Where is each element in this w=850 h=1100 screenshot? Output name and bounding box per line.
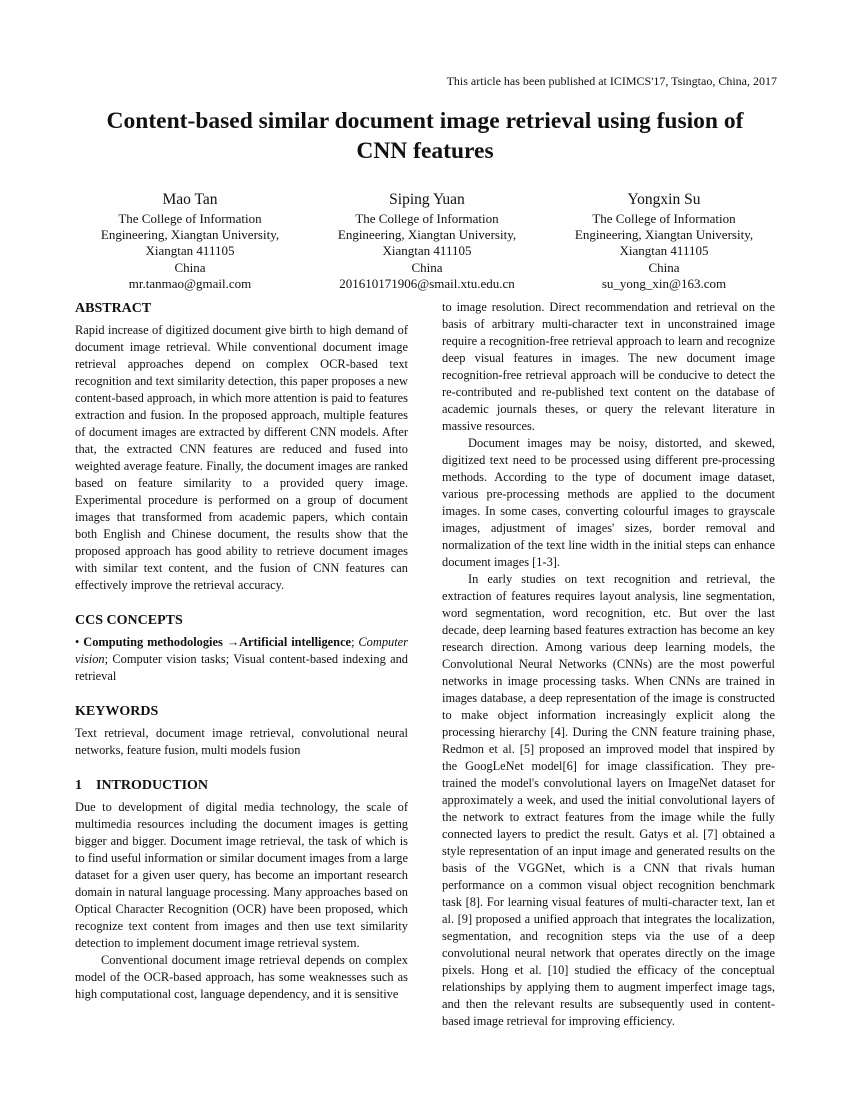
introduction-heading [75,777,408,795]
author-email: mr.tanmao@gmail.com [128,275,252,291]
author-block [72,190,782,292]
ccs-rest: ; Computer vision tasks; Visual content-based indexing and retrieval [75,652,408,683]
intro-paragraph-3: Document images may be noisy, distorted, and skewed, digitized text need to be processed using different pre-processing methods. According to the type of document image dataset, various pre-processing methods are applied to the document images. In some cases, converting colourful images to grayscale images, adjustment of images' sizes, border removal and normalization of the text line width in the initial steps can enhance document images [1-3]. [442,436,775,569]
introduction-section [75,777,408,1003]
author-country: China [648,259,680,275]
intro-paragraph-2-continued: to image resolution. Direct recommendation and retrieval on the basis of arbitrary multi-character text in unconstrained image require a recognition-free retrieval approach to learn and recognize deep visual features in images. The new document image recognition-free retrieval approach will be conducive to detect the re-contributed and re-published text content on the database of academic journals theses, or query the relevant literature in massive resources. [442,300,775,433]
author-affiliation-line: Xiangtan 411105 [619,243,709,259]
ccs-bold-concept: Computing methodologies →Artificial intelligence [83,635,352,649]
author-2 [309,190,545,292]
abstract-heading: ABSTRACT [75,301,152,316]
author-affiliation-line: Engineering, Xiangtan University, [100,227,280,243]
ccs-text [75,634,408,685]
author-affiliation-line: Engineering, Xiangtan University, [337,227,517,243]
author-affiliation-line: The College of Information [592,211,736,226]
author-country: China [174,259,206,275]
ccs-separator: ; [351,635,359,649]
author-affiliation-line: The College of Information [118,211,262,226]
section-number: 1 [75,778,82,793]
ccs-heading: CCS CONCEPTS [75,613,183,628]
intro-paragraph-1: Due to development of digital media technology, the scale of multimedia resources including the document images is getting bigger and bigger. Document image retrieval, the task of which is to find useful information or similar document images from a large dataset for a given user query, has become an important research domain in natural language processing. Many approaches based on Optical Character Recognition (OCR) have been proposed, which recognize text content from images and then use text similarity detection to implement document image retrieval system. [75,800,408,950]
ccs-bullet: • [75,635,84,649]
keywords-section [75,703,408,759]
section-title: INTRODUCTION [96,778,209,793]
author-1 [72,190,308,292]
author-affiliation-line: The College of Information [355,211,499,226]
intro-paragraph-4: In early studies on text recognition and retrieval, the extraction of features requires layout analysis, line segmentation, word segmentation, word recognition, etc. But over the last decade, deep learning based features extraction has become an key research direction. Among various deep learning models, the Convolutional Neural Networks (CNNs) are the most powerful networks in image processing tasks. When CNNs are trained in images database, a deep representation of the image is constructed to make object information increasingly explicit along the processing hierarchy [4]. During the CNN feature training phase, Redmon et al. [5] proposed an improved model that inspired by the GoogLeNet model[6] for image classification. They pre-trained the model's convolutional layers on ImageNet dataset for approximately a week, and used the initial convolutional layers of the network to extract features from the image while the fully connected layers to predict the result. Gatys et al. [7] obtained a style representation of an input image and generated results on the basis of the VGGNet, which is a CNN that rivals human performance on a common visual object recognition benchmark task [8]. For learning visual features of multi-character text, Ian et al. [9] proposed a unified approach that integrates the localization, segmentation, and recognition steps via the use of a deep convolutional neural network that operates directly on the image pixels. Hong et al. [10] studied the efficacy of the conceptual relationships by applying them to augment imperfect image tags, and then the relevant results are subsequently used in content-based image retrieval for improving efficiency. [442,572,775,1028]
paper-title: Content-based similar document image retrieval using fusion of CNN features [106,108,744,164]
publication-note: This article has been published at ICIMCS'17, Tsingtao, China, 2017 [446,74,777,88]
author-name: Yongxin Su [627,191,701,208]
author-name: Siping Yuan [389,191,465,208]
ccs-section [75,612,408,685]
keywords-heading: KEYWORDS [75,704,159,719]
author-country: China [411,259,443,275]
left-column [75,300,408,1003]
abstract-text: Rapid increase of digitized document give birth to high demand of document image retrieval. While conventional document image retrieval approaches depend on complex OCR-based text recognition and text similarity detection, this paper proposes a new content-based approach, in which more attention is paid to features extraction and fusion. In the proposed approach, multiple features of document images are extracted by different CNN models. After that, the extracted CNN features are reduced and fused into weighted average feature. Finally, the document images are ranked based on feature similarity to a provided query image. Experimental procedure is performed on a group of document images that transformed from academic papers, which contain both English and Chinese document, the results show that the proposed approach has good ability to retrieve document images with similar text content, and the fusion of CNN features can effectively improve the retrieval accuracy. [75,323,408,592]
author-name: Mao Tan [162,191,218,208]
author-affiliation-line: Xiangtan 411105 [382,243,472,259]
right-column [442,299,775,1030]
author-affiliation-line: Xiangtan 411105 [145,243,235,259]
author-email: su_yong_xin@163.com [601,275,727,291]
author-affiliation-line: Engineering, Xiangtan University, [574,227,754,243]
author-3 [546,190,782,292]
author-email: 201610171906@smail.xtu.edu.cn [339,275,515,291]
ccs-italic-concept: Computer vision [75,635,408,666]
keywords-text: Text retrieval, document image retrieval, convolutional neural networks, feature fusion, multi models fusion [75,726,408,757]
intro-paragraph-2: Conventional document image retrieval depends on complex model of the OCR-based approach, has some weaknesses such as high computational cost, language dependency, and it is sensitive [75,953,408,1001]
